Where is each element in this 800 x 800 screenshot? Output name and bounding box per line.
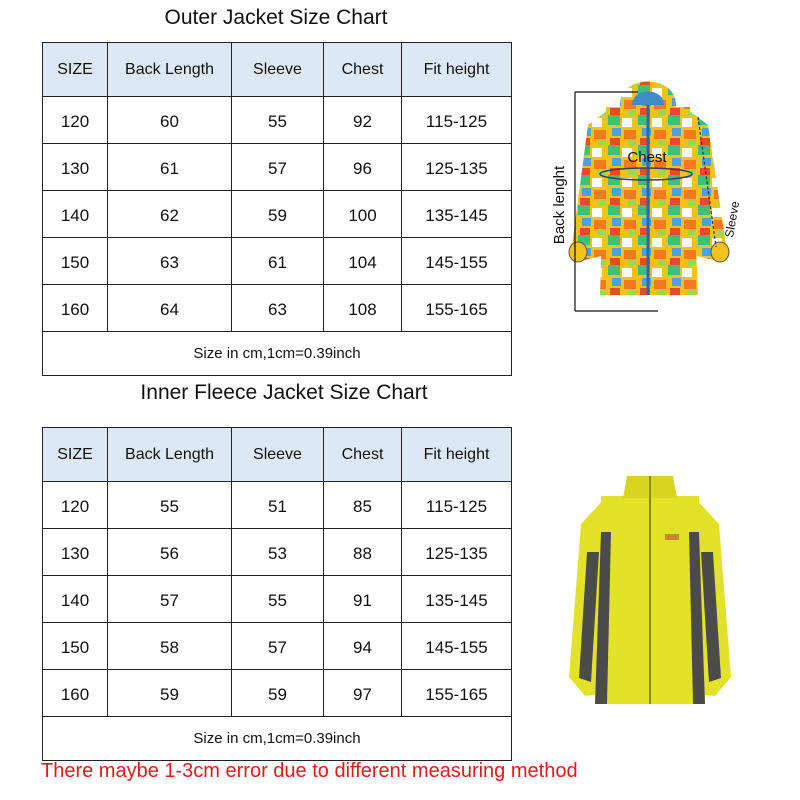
size-cell: 140 bbox=[43, 576, 108, 623]
header-fit-height: Fit height bbox=[402, 428, 512, 482]
table-row bbox=[43, 238, 512, 285]
fit-height-cell: 155-165 bbox=[402, 670, 512, 717]
outer-chart-title: Outer Jacket Size Chart bbox=[164, 6, 388, 29]
back-length-cell: 61 bbox=[108, 144, 232, 191]
header-sleeve: Sleeve bbox=[232, 43, 324, 97]
sleeve-cell: 59 bbox=[232, 670, 324, 717]
fit-height-cell: 145-155 bbox=[402, 238, 512, 285]
chest-cell: 97 bbox=[324, 670, 402, 717]
footer-row bbox=[43, 717, 512, 761]
header-row bbox=[43, 428, 512, 482]
table-row bbox=[43, 623, 512, 670]
table-row bbox=[43, 482, 512, 529]
chest-cell: 108 bbox=[324, 285, 402, 332]
header-fit-height: Fit height bbox=[402, 43, 512, 97]
chest-cell: 85 bbox=[324, 482, 402, 529]
header-size: SIZE bbox=[43, 428, 108, 482]
size-cell: 160 bbox=[43, 670, 108, 717]
sleeve-cell: 63 bbox=[232, 285, 324, 332]
table-row bbox=[43, 191, 512, 238]
table-row bbox=[43, 529, 512, 576]
back-length-cell: 57 bbox=[108, 576, 232, 623]
table-row bbox=[43, 670, 512, 717]
fit-height-cell: 135-145 bbox=[402, 191, 512, 238]
fit-height-cell: 145-155 bbox=[402, 623, 512, 670]
chest-cell: 91 bbox=[324, 576, 402, 623]
back-length-cell: 58 bbox=[108, 623, 232, 670]
header-sleeve: Sleeve bbox=[232, 428, 324, 482]
chest-cell: 104 bbox=[324, 238, 402, 285]
inner-chart-title: Inner Fleece Jacket Size Chart bbox=[140, 381, 428, 404]
table-row bbox=[43, 285, 512, 332]
sleeve-cell: 59 bbox=[232, 191, 324, 238]
table-row bbox=[43, 576, 512, 623]
back-length-cell: 64 bbox=[108, 285, 232, 332]
fit-height-cell: 125-135 bbox=[402, 529, 512, 576]
size-note: Size in cm,1cm=0.39inch bbox=[43, 332, 512, 376]
chest-label: Chest bbox=[627, 149, 667, 166]
fit-height-cell: 115-125 bbox=[402, 97, 512, 144]
back-length-cell: 56 bbox=[108, 529, 232, 576]
fleece-jacket-image bbox=[565, 472, 735, 712]
outer-size-table bbox=[42, 42, 512, 376]
size-cell: 140 bbox=[43, 191, 108, 238]
sleeve-cell: 61 bbox=[232, 238, 324, 285]
header-back-length: Back Length bbox=[108, 428, 232, 482]
back-length-label: Back lenght bbox=[551, 165, 568, 245]
back-length-cell: 60 bbox=[108, 97, 232, 144]
outer-jacket-image bbox=[548, 55, 748, 320]
header-size: SIZE bbox=[43, 43, 108, 97]
chest-cell: 94 bbox=[324, 623, 402, 670]
sleeve-cell: 51 bbox=[232, 482, 324, 529]
sleeve-cell: 55 bbox=[232, 97, 324, 144]
header-back-length: Back Length bbox=[108, 43, 232, 97]
inner-size-table bbox=[42, 427, 512, 761]
measurement-note: There maybe 1-3cm error due to different measuring method bbox=[41, 760, 578, 782]
sleeve-cell: 53 bbox=[232, 529, 324, 576]
fit-height-cell: 125-135 bbox=[402, 144, 512, 191]
sleeve-cell: 57 bbox=[232, 144, 324, 191]
sleeve-cell: 57 bbox=[232, 623, 324, 670]
back-length-cell: 63 bbox=[108, 238, 232, 285]
size-note: Size in cm,1cm=0.39inch bbox=[43, 717, 512, 761]
size-cell: 120 bbox=[43, 482, 108, 529]
fit-height-cell: 135-145 bbox=[402, 576, 512, 623]
chest-cell: 88 bbox=[324, 529, 402, 576]
back-length-cell: 62 bbox=[108, 191, 232, 238]
footer-row bbox=[43, 332, 512, 376]
sleeve-cell: 55 bbox=[232, 576, 324, 623]
header-chest: Chest bbox=[324, 428, 402, 482]
back-length-cell: 59 bbox=[108, 670, 232, 717]
header-row bbox=[43, 43, 512, 97]
fit-height-cell: 155-165 bbox=[402, 285, 512, 332]
chest-cell: 100 bbox=[324, 191, 402, 238]
size-cell: 150 bbox=[43, 623, 108, 670]
size-cell: 130 bbox=[43, 144, 108, 191]
header-chest: Chest bbox=[324, 43, 402, 97]
size-cell: 160 bbox=[43, 285, 108, 332]
sleeve-label: Sleeve bbox=[721, 200, 743, 239]
chest-cell: 92 bbox=[324, 97, 402, 144]
table-row bbox=[43, 97, 512, 144]
back-length-cell: 55 bbox=[108, 482, 232, 529]
size-cell: 150 bbox=[43, 238, 108, 285]
size-cell: 120 bbox=[43, 97, 108, 144]
fit-height-cell: 115-125 bbox=[402, 482, 512, 529]
size-cell: 130 bbox=[43, 529, 108, 576]
table-row bbox=[43, 144, 512, 191]
chest-cell: 96 bbox=[324, 144, 402, 191]
